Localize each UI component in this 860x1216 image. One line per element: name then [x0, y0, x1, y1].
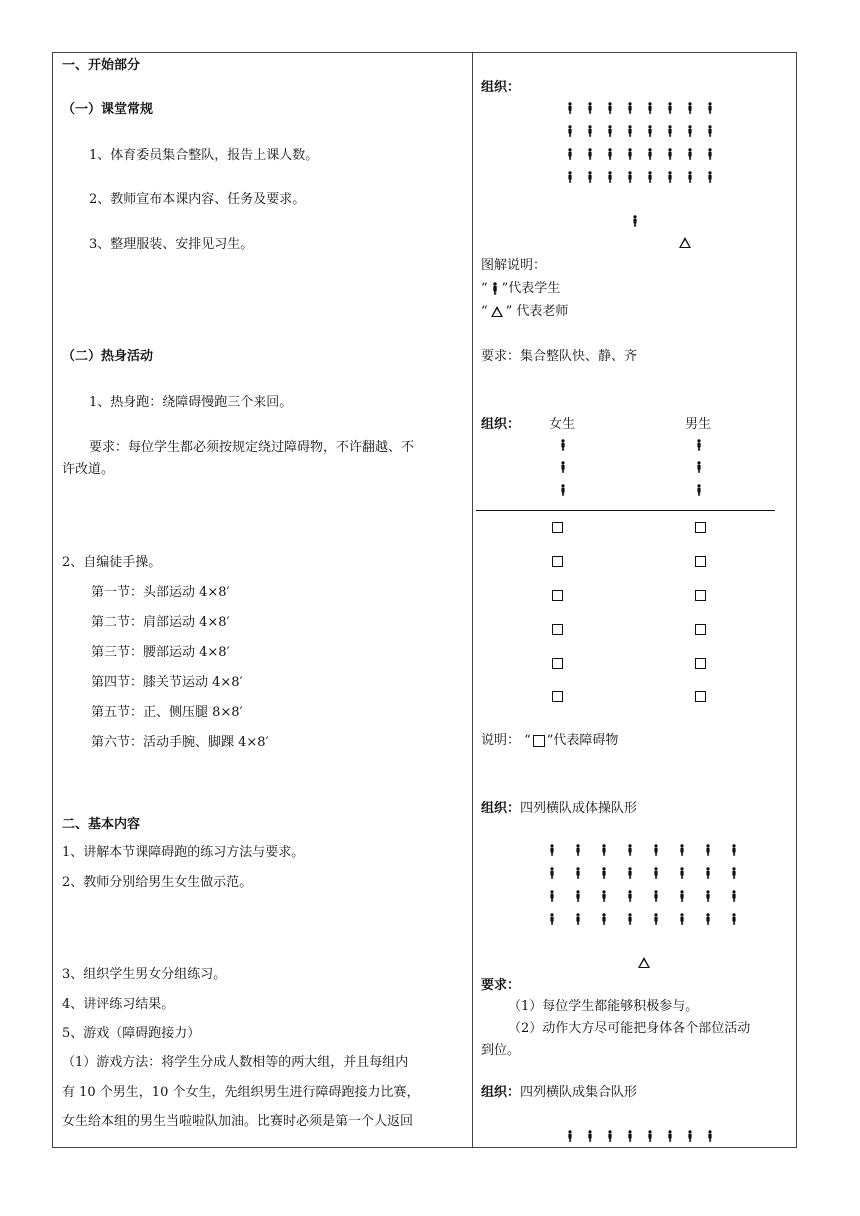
person-icon [705, 890, 711, 902]
person-icon [647, 148, 653, 160]
person-icon [601, 844, 607, 856]
person-icon [627, 171, 633, 183]
person-icon [627, 148, 633, 160]
square-icon [552, 658, 563, 669]
person-icon [587, 125, 593, 137]
requirement-line: （2）动作大方尽可能把身体各个部位活动 [508, 1021, 751, 1036]
org-label: 组织： [481, 417, 521, 432]
obstacle-legend: 说明： “ ”代表障碍物 [481, 733, 619, 748]
person-icon [731, 844, 737, 856]
person-icon [653, 913, 659, 925]
basic-item: 1、讲解本节课障碍跑的练习方法与要求。 [62, 845, 305, 860]
person-icon [667, 125, 673, 137]
exercise-item: 第一节：头部运动 4×8′ [91, 585, 230, 600]
square-icon [695, 556, 706, 567]
square-icon [552, 691, 563, 702]
person-icon [705, 844, 711, 856]
person-icon [575, 867, 581, 879]
exercise-item: 第五节：正、侧压腿 8×8′ [91, 705, 243, 720]
person-icon [560, 461, 566, 473]
requirement-line: （1）每位学生都能够积极参与。 [508, 999, 699, 1014]
person-icon [647, 171, 653, 183]
triangle-icon [490, 306, 504, 318]
triangle-icon [638, 957, 650, 968]
square-icon [552, 522, 563, 533]
person-icon [731, 890, 737, 902]
person-icon [647, 1130, 653, 1142]
square-icon [695, 658, 706, 669]
person-icon [567, 1130, 573, 1142]
person-icon [653, 844, 659, 856]
person-icon [687, 1130, 693, 1142]
exercise-item: 第二节：肩部运动 4×8′ [91, 615, 230, 630]
person-icon [687, 171, 693, 183]
person-icon [627, 125, 633, 137]
person-icon [696, 461, 702, 473]
game-text-line: （1）游戏方法：将学生分成人数相等的两大组，并且每组内 [62, 1055, 409, 1070]
person-icon [567, 148, 573, 160]
person-icon [575, 890, 581, 902]
person-icon [679, 913, 685, 925]
person-icon [731, 913, 737, 925]
person-icon [627, 913, 633, 925]
basic-item: 5、游戏（障碍跑接力） [62, 1026, 201, 1041]
person-icon [575, 913, 581, 925]
exercise-item: 第四节：膝关节运动 4×8′ [91, 675, 243, 690]
person-icon [707, 171, 713, 183]
person-icon [587, 1130, 593, 1142]
legend-title: 图解说明： [481, 258, 547, 273]
person-icon [707, 125, 713, 137]
routine-item: 2、教师宣布本课内容、任务及要求。 [89, 192, 306, 207]
warmup-requirement-cont: 许改道。 [62, 462, 115, 477]
legend-teacher: “ ” 代表老师 [481, 304, 569, 319]
start-line [476, 510, 775, 511]
assembly-requirement: 要求：集合整队快、静、齐 [481, 349, 638, 364]
person-icon [679, 867, 685, 879]
triangle-icon [679, 237, 691, 248]
person-icon [707, 148, 713, 160]
person-icon [567, 125, 573, 137]
boys-label: 男生 [685, 417, 712, 432]
teacher-demo-person-icon [632, 215, 638, 227]
person-icon [707, 1130, 713, 1142]
warmup-requirement: 要求：每位学生都必须按规定绕过障碍物，不许翻越、不 [89, 440, 415, 455]
person-icon [667, 148, 673, 160]
person-icon [647, 102, 653, 114]
square-icon [695, 590, 706, 601]
person-icon [653, 890, 659, 902]
person-icon [707, 102, 713, 114]
warmup-item: 1、热身跑：绕障碍慢跑三个来回。 [89, 395, 293, 410]
person-icon [667, 1130, 673, 1142]
person-icon [560, 484, 566, 496]
person-icon [549, 890, 555, 902]
person-icon [587, 148, 593, 160]
person-icon [607, 148, 613, 160]
person-icon [601, 890, 607, 902]
person-icon [601, 867, 607, 879]
square-icon [552, 556, 563, 567]
routine-subtitle: （一）课堂常规 [62, 102, 154, 117]
person-icon [587, 171, 593, 183]
person-icon [607, 102, 613, 114]
warmup-subtitle: （二）热身活动 [62, 349, 154, 364]
person-icon [679, 844, 685, 856]
legend-student: “ ”代表学生 [481, 281, 561, 296]
person-icon [607, 1130, 613, 1142]
requirement-line: 到位。 [481, 1043, 521, 1058]
square-icon [695, 522, 706, 533]
square-icon [695, 691, 706, 702]
person-icon [731, 867, 737, 879]
person-icon [549, 913, 555, 925]
person-icon [575, 844, 581, 856]
exercise-item: 第六节：活动手腕、脚踝 4×8′ [91, 735, 269, 750]
exercise-title: 2、自编徒手操。 [62, 555, 162, 570]
basic-item: 3、组织学生男女分组练习。 [62, 967, 227, 982]
org-label: 组织： [481, 80, 521, 95]
person-icon [687, 125, 693, 137]
square-icon [552, 590, 563, 601]
person-icon [647, 125, 653, 137]
person-icon [549, 844, 555, 856]
routine-item: 3、整理服装、安排见习生。 [89, 237, 254, 252]
person-icon [607, 171, 613, 183]
person-icon [627, 102, 633, 114]
column-divider [472, 52, 473, 1148]
square-icon [552, 624, 563, 635]
person-icon [687, 148, 693, 160]
square-icon [695, 624, 706, 635]
person-icon [567, 102, 573, 114]
person-icon [560, 439, 566, 451]
person-icon [667, 102, 673, 114]
person-icon [627, 867, 633, 879]
game-text-line: 女生给本组的男生当啦啦队加油。比赛时必须是第一个人返回 [62, 1114, 414, 1129]
person-icon [601, 913, 607, 925]
person-icon [705, 867, 711, 879]
person-icon [667, 171, 673, 183]
person-icon [705, 913, 711, 925]
person-icon [696, 439, 702, 451]
game-text-line: 有 10 个男生，10 个女生，先组织男生进行障碍跑接力比赛， [62, 1085, 420, 1100]
person-icon [653, 867, 659, 879]
org3: 组织：四列横队成体操队形 [481, 801, 638, 816]
exercise-item: 第三节：腰部运动 4×8′ [91, 645, 230, 660]
person-icon [627, 890, 633, 902]
person-icon [567, 171, 573, 183]
person-icon [587, 102, 593, 114]
girls-label: 女生 [549, 417, 576, 432]
person-icon [627, 844, 633, 856]
square-icon [532, 734, 546, 747]
org4: 组织：四列横队成集合队形 [481, 1085, 638, 1100]
person-icon [696, 484, 702, 496]
person-icon [607, 125, 613, 137]
person-icon [679, 890, 685, 902]
person-icon [491, 282, 499, 295]
routine-item: 1、体育委员集合整队，报告上课人数。 [89, 148, 319, 163]
person-icon [627, 1130, 633, 1142]
section2-title: 二、基本内容 [62, 817, 141, 832]
person-icon [687, 102, 693, 114]
basic-item: 2、教师分别给男生女生做示范。 [62, 875, 253, 890]
person-icon [549, 867, 555, 879]
requirement-label: 要求： [481, 978, 521, 993]
section1-title: 一、开始部分 [62, 58, 141, 73]
basic-item: 4、讲评练习结果。 [62, 997, 175, 1012]
